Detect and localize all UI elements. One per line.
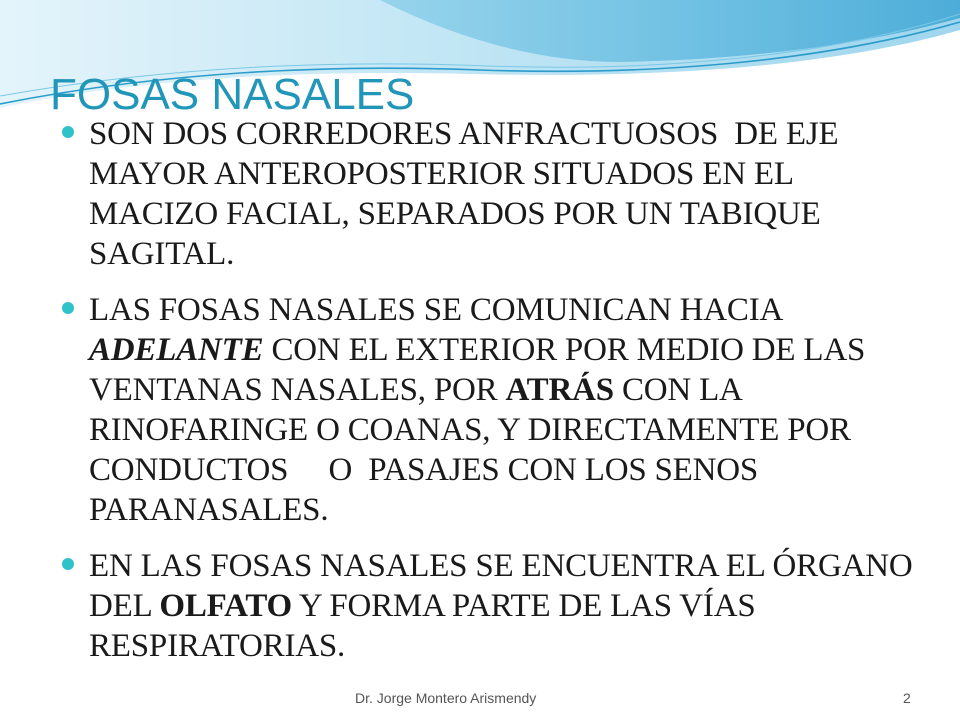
bullet-text (89, 290, 922, 530)
emphasis-atras: ATRÁS (505, 372, 614, 408)
bullet-item (62, 114, 922, 274)
bullet-item (62, 546, 922, 666)
bullet-text-segment: EN LAS FOSAS NASALES SE ENCUENTRA EL ÓRGANO DEL (89, 548, 921, 624)
bullet-text-segment: Y FORMA PARTE DE LAS VÍAS RESPIRATORIAS. (89, 588, 764, 664)
bullet-text (89, 114, 922, 274)
bullet-text (89, 546, 922, 666)
bullet-text-segment: CON EL EXTERIOR POR MEDIO DE LAS VENTANAS NASALES, POR (89, 332, 873, 408)
bullet-list (62, 114, 922, 682)
slide-title: FOSAS NASALES (50, 70, 415, 119)
emphasis-olfato: OLFATO (159, 588, 293, 624)
emphasis-adelante: ADELANTE (89, 332, 264, 368)
page-number: 2 (903, 690, 911, 706)
bullet-text-segment: LAS FOSAS NASALES SE COMUNICAN HACIA (89, 292, 790, 328)
footer-author: Dr. Jorge Montero Arismendy (355, 690, 537, 706)
bullet-text-segment: SON DOS CORREDORES ANFRACTUOSOS DE EJE MAYOR ANTEROPOSTERIOR SITUADOS EN EL MACIZO FACIAL, SEPARADOS POR UN TABIQUE SAGITAL. (89, 116, 847, 272)
bullet-dot-icon (62, 558, 74, 570)
bullet-item (62, 290, 922, 530)
bullet-dot-icon (62, 126, 74, 138)
bullet-dot-icon (62, 302, 74, 314)
bullet-text-segment: CON LA RINOFARINGE O COANAS, Y DIRECTAMENTE POR CONDUCTOS O PASAJES CON LOS SENOS PARANASALES. (89, 372, 859, 528)
